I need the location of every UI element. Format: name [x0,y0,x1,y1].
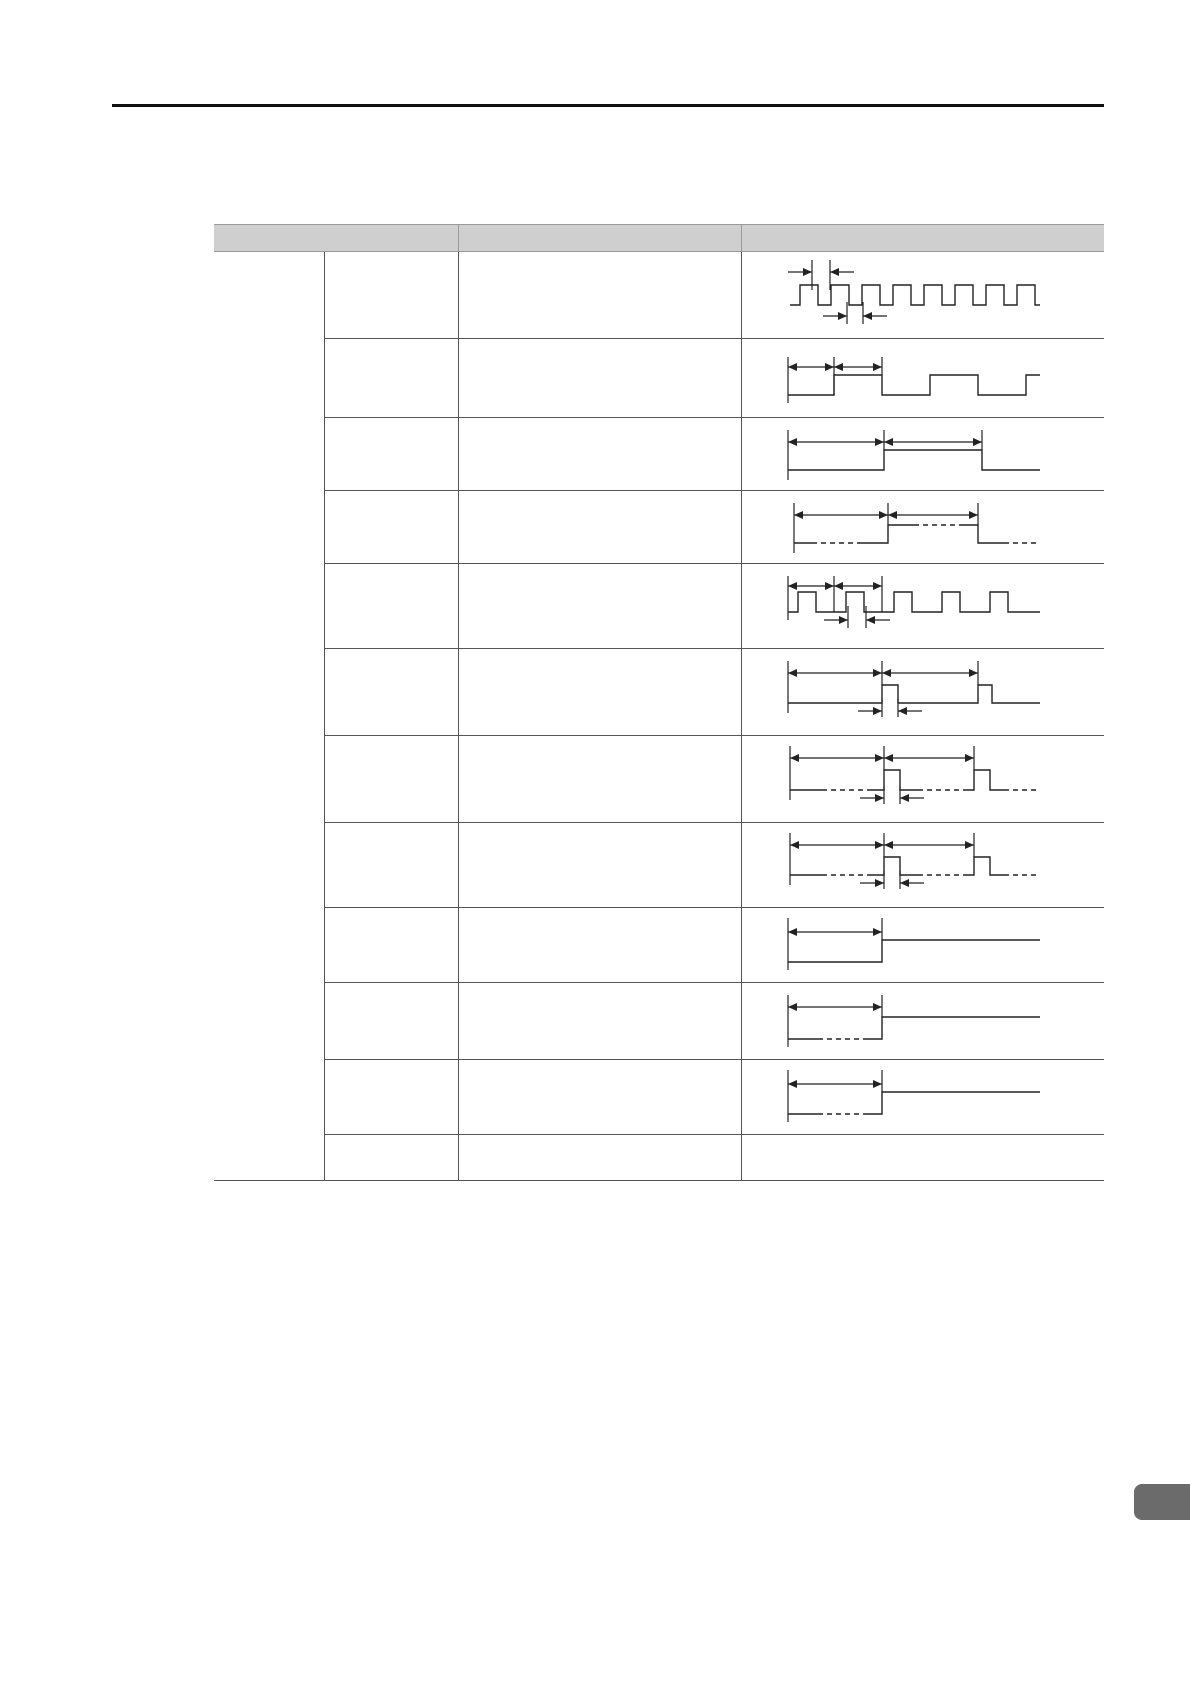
row-name [324,418,458,491]
table-row [214,649,1104,736]
table-row [214,252,1104,339]
arrow-head [790,754,799,762]
table-row [214,983,1104,1060]
row-waveform [741,564,1104,649]
row-name [324,983,458,1060]
header-waveform [741,225,1104,252]
header-item [214,225,458,252]
row-name [324,339,458,418]
arrow-head [875,794,884,802]
arrow-head [900,794,909,802]
waveform-line [788,592,1040,612]
waveform-line [862,525,914,543]
waveform-figure [742,736,1105,822]
waveform-figure [742,908,1105,982]
arrow-head [882,669,891,677]
top-rule [112,104,1104,107]
arrow-head [884,438,893,446]
arrow-head [788,928,797,936]
group-cell [214,252,324,1181]
row-waveform [741,418,1104,491]
arrow-head [830,268,839,276]
row-waveform [741,339,1104,418]
waveform-figure [742,983,1105,1059]
row-waveform [741,1060,1104,1135]
row-description [458,564,741,649]
row-description [458,649,741,736]
arrow-head [965,841,974,849]
waveform-figure [742,823,1105,907]
arrow-head [788,438,797,446]
waveform-line [788,450,1040,470]
table-header-row [214,225,1104,252]
row-description [458,823,741,908]
arrow-head [863,312,872,320]
waveform-line [788,940,1040,962]
arrow-head [788,669,797,677]
header-description [458,225,741,252]
arrow-head [873,582,882,590]
arrow-head [825,363,834,371]
row-description [458,736,741,823]
row-waveform [741,823,1104,908]
table-row [214,736,1104,823]
table-row [214,908,1104,983]
waveform-figure [742,649,1105,735]
arrow-head [873,1003,882,1011]
waveform-table [214,224,1104,1181]
waveform-figure [742,339,1105,417]
arrow-head [873,928,882,936]
waveform-line [868,1017,1040,1039]
waveform-line [788,685,1040,703]
arrow-head [788,363,797,371]
arrow-head [790,841,799,849]
row-name [324,564,458,649]
waveform-line [868,1092,1040,1114]
arrow-head [888,511,897,519]
arrow-head [884,841,893,849]
table-row [214,1060,1104,1135]
row-name [324,649,458,736]
row-description [458,491,741,564]
arrow-head [873,669,882,677]
arrow-head [898,707,907,715]
table-row [214,418,1104,491]
arrow-head [873,1080,882,1088]
arrow-head [969,669,978,677]
arrow-head [788,1003,797,1011]
arrow-head [875,754,884,762]
arrow-head [788,582,797,590]
chapter-tab [1134,1484,1190,1520]
row-waveform [741,649,1104,736]
arrow-head [969,511,978,519]
row-description [458,983,741,1060]
row-description [458,1060,741,1135]
waveform-figure [742,252,1105,338]
table-row [214,564,1104,649]
row-name [324,1060,458,1135]
arrow-head [794,511,803,519]
row-waveform [741,252,1104,339]
arrow-head [803,268,812,276]
table-row [214,339,1104,418]
arrow-head [788,1080,797,1088]
row-waveform [741,491,1104,564]
arrow-head [839,616,848,624]
row-name [324,1135,458,1181]
row-waveform [741,983,1104,1060]
arrow-head [825,582,834,590]
row-waveform [741,1135,1104,1181]
waveform-figure [742,564,1105,648]
row-name [324,736,458,823]
arrow-head [866,616,875,624]
arrow-head [900,879,909,887]
table-row [214,823,1104,908]
waveform-figure [742,491,1105,563]
arrow-head [884,754,893,762]
arrow-head [834,363,843,371]
waveform-line [790,285,1040,305]
row-name [324,823,458,908]
arrow-head [965,754,974,762]
row-name [324,908,458,983]
arrow-head [838,312,847,320]
waveform-line [788,375,1040,395]
table-row [214,491,1104,564]
row-waveform [741,736,1104,823]
row-description [458,252,741,339]
arrow-head [875,438,884,446]
arrow-head [875,879,884,887]
arrow-head [875,841,884,849]
arrow-head [879,511,888,519]
row-name [324,491,458,564]
waveform-line [964,770,1004,790]
waveform-line [872,770,918,790]
waveform-figure [742,1135,1105,1180]
waveform-figure [742,1060,1105,1134]
row-description [458,1135,741,1181]
row-description [458,339,741,418]
arrow-head [873,363,882,371]
row-waveform [741,908,1104,983]
waveform-line [872,857,918,875]
table-row [214,1135,1104,1181]
row-description [458,418,741,491]
waveform-figure [742,418,1105,490]
waveform-line [964,857,1004,875]
arrow-head [834,582,843,590]
row-name [324,252,458,339]
arrow-head [873,707,882,715]
arrow-head [973,438,982,446]
waveform-line [962,525,1004,543]
row-description [458,908,741,983]
